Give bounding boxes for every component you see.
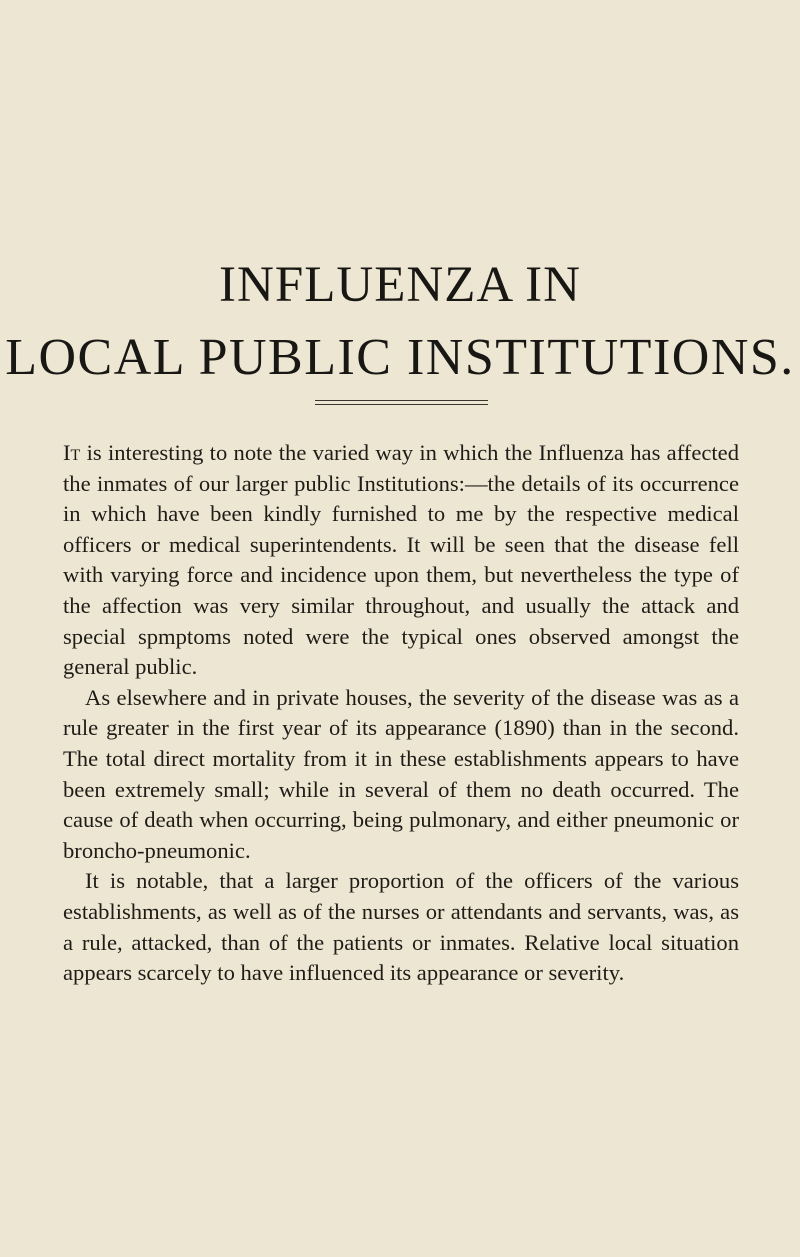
title-divider-upper xyxy=(315,400,488,401)
title-line-2: LOCAL PUBLIC INSTITUTIONS. xyxy=(5,329,795,386)
title-line-1: INFLUENZA IN xyxy=(219,257,581,313)
title-divider-lower xyxy=(315,404,488,405)
paragraph-1-lead: It xyxy=(63,440,81,465)
paragraph-1-text: is interesting to note the varied way in which the Influenza has affected the inmates of our larger public Institutions:—the details of its occurrence in which have been kindly furnished to me by the respective medical officers or medical superintendents. It will be seen that the disease fell with varying force and incidence upon them, but nevertheless the type of the affection was very similar throughout, and usually the attack and special spmptoms noted were the typical ones observed amongst the general public. xyxy=(63,440,739,680)
paragraph-1 xyxy=(63,438,739,683)
paragraph-3: It is notable, that a larger proportion of the officers of the various establishments, as well as of the nurses or attendants and servants, was, as a rule, attacked, than of the patients or inmates. Relative local situation appears scarcely to have influenced its appearance or severity. xyxy=(63,868,739,986)
body-text xyxy=(63,438,739,989)
paragraph-2: As elsewhere and in private houses, the severity of the disease was as a rule greater in the first year of its appearance (1890) than in the second. The total direct mortality from it in these establishments appears to have been extremely small; while in several of them no death occurred. The cause of death when occurring, being pulmonary, and either pneumonic or broncho-pneumonic. xyxy=(63,684,739,863)
